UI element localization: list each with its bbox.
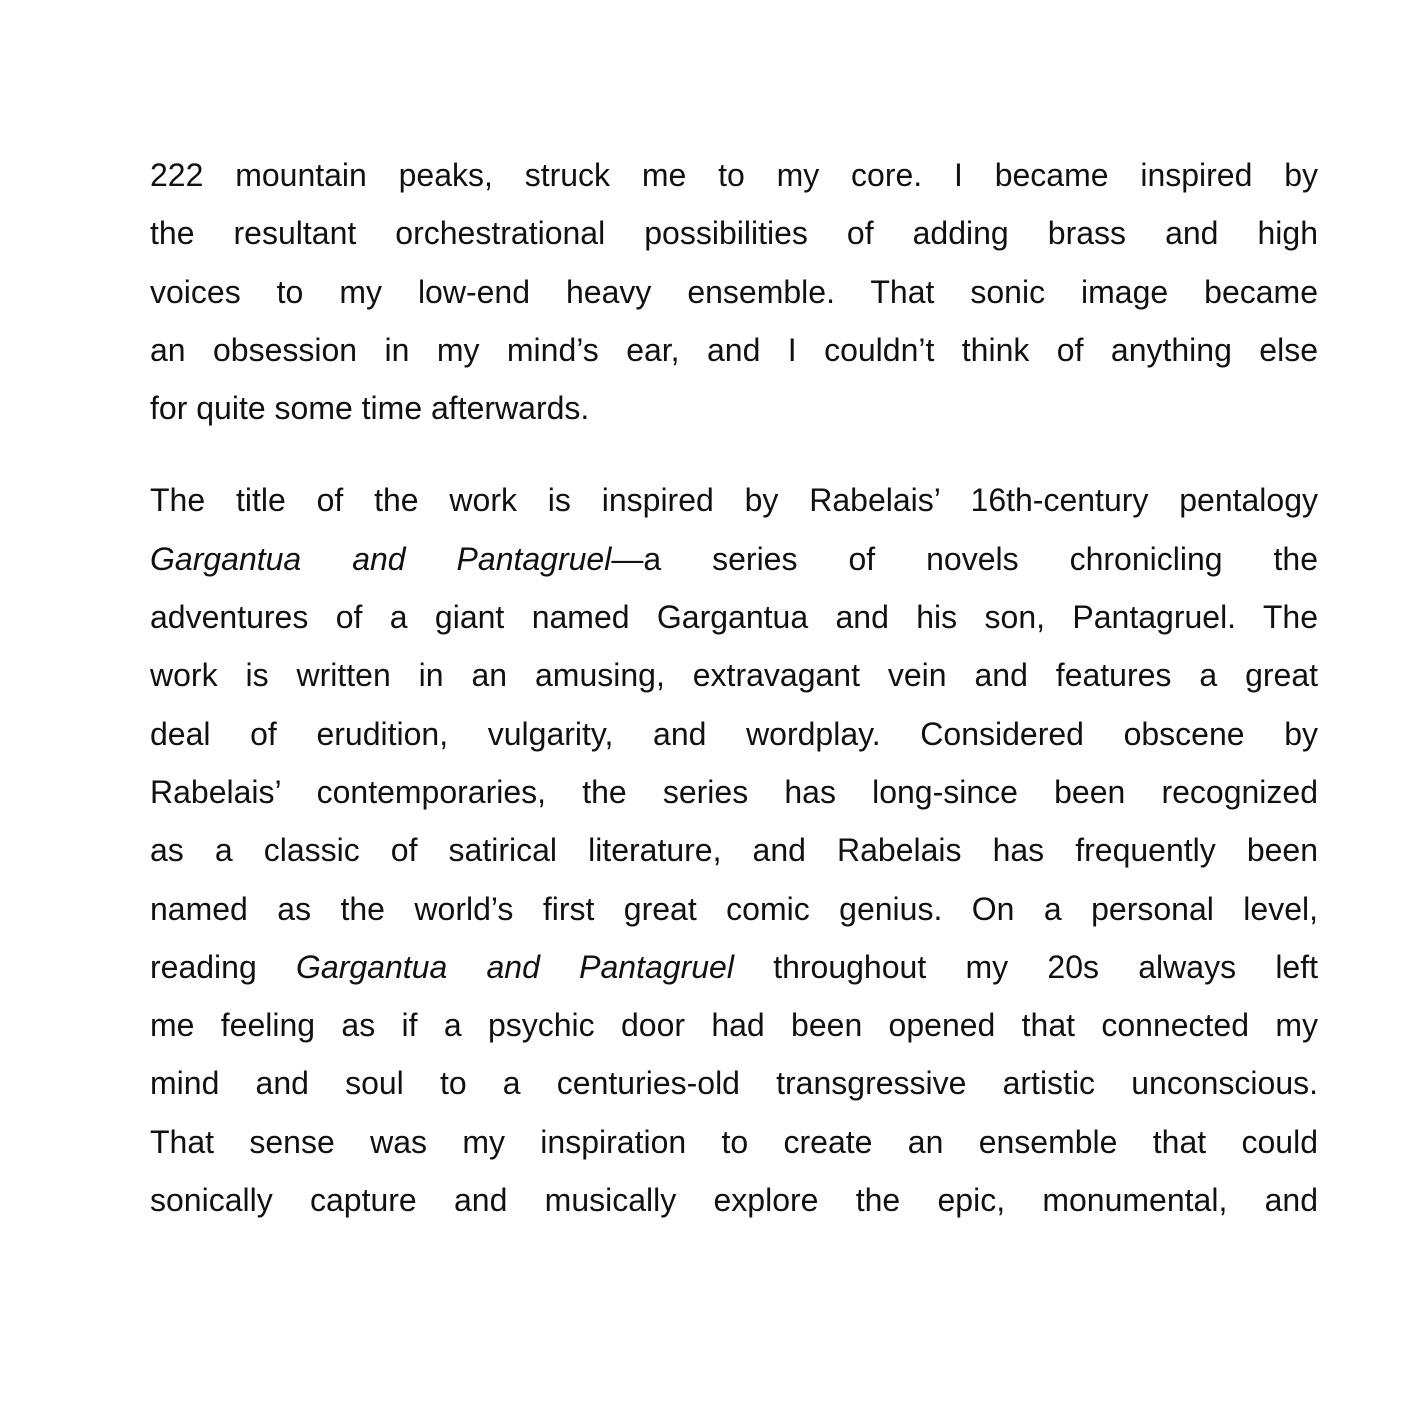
text-segment: That sense was my inspiration to create an ensemble that could xyxy=(150,1123,1318,1160)
text-line xyxy=(150,146,1318,204)
text-line xyxy=(150,263,1318,321)
text-line xyxy=(150,1171,1318,1229)
text-segment: sonically capture and musically explore the epic, monumental, and xyxy=(150,1182,1318,1219)
text-segment: as a classic of satirical literature, and Rabelais has frequently been xyxy=(150,832,1318,869)
text-segment: The title of the work is inspired by Rabelais’ 16th-century pentalogy xyxy=(150,482,1318,519)
text-segment: Rabelais’ contemporaries, the series has long-since been recognized xyxy=(150,773,1318,810)
text-segment: throughout my 20s always left xyxy=(733,948,1319,985)
italic-title: Gargantua and Pantagruel xyxy=(150,540,612,577)
text-line xyxy=(150,204,1318,262)
text-segment: mind and soul to a centuries-old transgressive artistic unconscious. xyxy=(150,1065,1318,1102)
paragraph xyxy=(150,146,1318,437)
text-line xyxy=(150,763,1318,821)
italic-title: Gargantua and Pantagruel xyxy=(296,948,734,985)
text-line xyxy=(150,705,1318,763)
text-segment: 222 mountain peaks, struck me to my core. I became inspired by xyxy=(150,157,1318,193)
text-segment: for quite some time afterwards. xyxy=(150,390,590,427)
text-segment: the resultant orchestrational possibilities of adding brass and high xyxy=(150,215,1318,252)
text-line xyxy=(150,821,1318,879)
text-segment: reading xyxy=(150,948,297,985)
text-line xyxy=(150,880,1318,938)
text-line xyxy=(150,471,1318,529)
text-line xyxy=(150,938,1318,996)
text-line xyxy=(150,1054,1318,1112)
text-line xyxy=(150,588,1318,646)
text-segment: deal of erudition, vulgarity, and wordplay. Considered obscene by xyxy=(150,715,1318,752)
text-segment: work is written in an amusing, extravagant vein and features a great xyxy=(150,657,1318,694)
text-line xyxy=(150,646,1318,704)
text-line xyxy=(150,379,1318,437)
document-page xyxy=(150,146,1318,1263)
text-line xyxy=(150,996,1318,1054)
text-segment: —a series of novels chronicling the xyxy=(611,540,1319,577)
text-line xyxy=(150,530,1318,588)
text-segment: named as the world’s first great comic genius. On a personal level, xyxy=(150,890,1318,927)
text-line xyxy=(150,321,1318,379)
text-segment: me feeling as if a psychic door had been opened that connected my xyxy=(150,1007,1318,1044)
paragraph xyxy=(150,471,1318,1229)
text-line xyxy=(150,1113,1318,1171)
text-segment: an obsession in my mind’s ear, and I couldn’t think of anything else xyxy=(150,331,1318,368)
text-segment: voices to my low-end heavy ensemble. That sonic image became xyxy=(150,273,1318,310)
text-segment: adventures of a giant named Gargantua and his son, Pantagruel. The xyxy=(150,599,1318,636)
